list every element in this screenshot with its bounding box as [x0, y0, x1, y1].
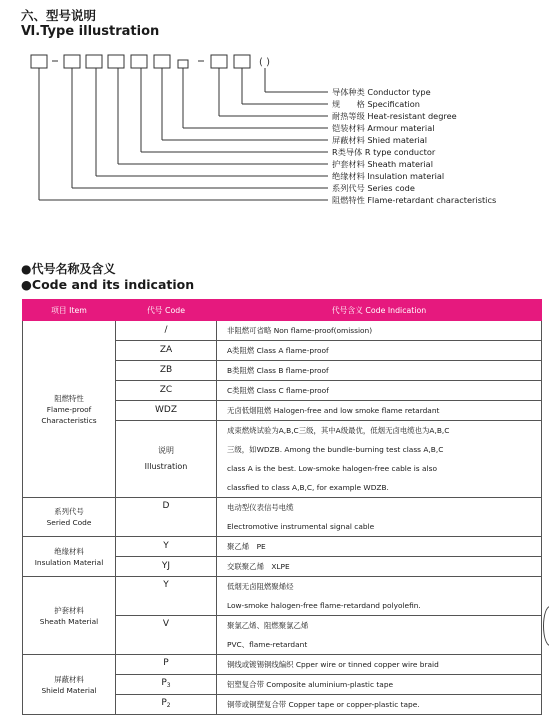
code-cell: V — [116, 616, 217, 655]
sheath-ind-cn: 聚氯乙烯、阻燃聚氯乙烯 — [227, 621, 309, 630]
indication-cell: 无卤低烟阻燃 Halogen-free and low smoke flame retardant — [217, 401, 542, 421]
code-box-4 — [108, 55, 124, 68]
code-cell: YJ — [116, 557, 217, 577]
code-cell — [116, 675, 217, 695]
illustration-en: Illustration — [144, 462, 188, 471]
code-box-2 — [64, 55, 80, 68]
item-sheath — [23, 577, 116, 655]
indication-cell: 铝塑复合带 Composite aluminium-plastic tape — [217, 675, 542, 695]
indication-cell — [217, 577, 542, 616]
label-heat-resistant: 耐热等级 Heat-resistant degree — [332, 111, 457, 121]
code-cell: Y — [116, 577, 217, 616]
code-cell: ZC — [116, 381, 217, 401]
item-shield — [23, 655, 116, 715]
item-insulation-en: Insulation Material — [34, 557, 104, 567]
code-subscript: 3 — [166, 682, 171, 689]
indication-cell — [217, 498, 542, 537]
code-text: P — [161, 698, 167, 708]
item-series — [23, 498, 116, 537]
table-row — [23, 655, 542, 675]
label-r-type: R类导体 R type conductor — [332, 147, 436, 157]
header-item: 项目 Item — [23, 300, 116, 321]
sheath-ind-en: PVC、flame-retardant — [227, 640, 308, 649]
label-conductor-type: 导体种类 Conductor type — [332, 87, 431, 97]
indication-cell: C类阻燃 Class C flame-proof — [217, 381, 542, 401]
label-series: 系列代号 Series code — [332, 183, 415, 193]
code-box-small — [178, 60, 188, 68]
item-flame-cn: 阻燃特性 — [54, 393, 84, 403]
item-sheath-cn: 护套材料 — [54, 605, 84, 615]
series-ind-cn: 电动型仪表信号电缆 — [227, 503, 294, 512]
code-title-en: ●Code and its indication — [21, 277, 195, 292]
code-cell-illustration — [116, 421, 217, 498]
item-shield-en: Shield Material — [41, 685, 97, 695]
code-subscript: 2 — [166, 702, 171, 709]
label-specification: 规 格 Specification — [332, 99, 420, 109]
label-sheath: 护套材料 Sheath material — [332, 159, 433, 169]
label-armour: 铠装材料 Armour material — [332, 123, 435, 133]
note-line: 成束燃烧试验为A,B,C三级，其中A级最优，低烟无卤电缆也为A,B,C — [227, 426, 450, 435]
illustration-note — [217, 421, 542, 498]
indication-cell — [217, 616, 542, 655]
code-text: P — [161, 678, 167, 688]
code-cell — [116, 695, 217, 715]
page-edge-mark — [543, 606, 549, 646]
item-flame — [23, 321, 116, 498]
indication-cell: B类阻燃 Class B flame-proof — [217, 361, 542, 381]
section-title-cn: 六、型号说明 — [21, 8, 97, 23]
code-box-7 — [211, 55, 227, 68]
code-box-8 — [234, 55, 250, 68]
indication-cell: A类阻燃 Class A flame-proof — [217, 341, 542, 361]
code-title-cn: ●代号名称及含义 — [21, 262, 116, 276]
code-cell: D — [116, 498, 217, 537]
code-box-1 — [31, 55, 47, 68]
table-row — [23, 498, 542, 537]
indication-cell: 交联聚乙烯 XLPE — [217, 557, 542, 577]
sheath-ind-cn: 低烟无卤阻燃聚烯烃 — [227, 582, 294, 591]
code-text: P — [163, 658, 169, 668]
indication-cell: 铜带或铜塑复合带 Copper tape or copper-plastic tape. — [217, 695, 542, 715]
table-row — [23, 321, 542, 341]
label-flame: 阻燃特性 Flame-retardant characteristics — [332, 195, 497, 205]
code-box-6 — [154, 55, 170, 68]
item-series-cn: 系列代号 — [54, 507, 84, 516]
sheath-ind-en: Low-smoke halogen-free flame-retardand polyolefin. — [227, 601, 421, 610]
table-header-row — [23, 300, 542, 321]
item-series-en: Seried Code — [46, 518, 92, 527]
item-insulation-cn: 绝缘材料 — [54, 546, 84, 556]
illustration-cn: 说明 — [158, 446, 174, 455]
table-row — [23, 577, 542, 616]
header-code: 代号 Code — [116, 300, 217, 321]
code-cell: / — [116, 321, 217, 341]
label-shield: 屏蔽材料 Shied material — [332, 135, 428, 145]
paren-symbol: ( ) — [259, 57, 270, 68]
code-cell: Y — [116, 537, 217, 557]
header-indication: 代号含义 Code Indication — [217, 300, 542, 321]
code-box-5 — [131, 55, 147, 68]
code-cell — [116, 655, 217, 675]
indication-cell: 聚乙烯 PE — [217, 537, 542, 557]
indication-cell: 铜线或镀锡铜线编织 Cpper wire or tinned copper wire braid — [217, 655, 542, 675]
indication-cell: 非阻燃可省略 Non flame-proof(omission) — [217, 321, 542, 341]
code-table — [22, 299, 542, 715]
table-row — [23, 537, 542, 557]
code-cell: WDZ — [116, 401, 217, 421]
note-line: 三级，如WDZB. Among the bundle-burning test class A,B,C — [227, 445, 444, 454]
code-box-3 — [86, 55, 102, 68]
item-sheath-en: Sheath Material — [39, 616, 99, 626]
series-ind-en: Electromotive instrumental signal cable — [227, 522, 375, 531]
section-title-en: Ⅵ.Type illustration — [21, 24, 160, 39]
note-line: class A is the best. Low-smoke halogen-free cable is also — [227, 464, 437, 473]
item-flame-en1: Flame-proof — [46, 404, 92, 414]
code-cell: ZA — [116, 341, 217, 361]
item-insulation — [23, 537, 116, 577]
type-diagram — [0, 0, 549, 215]
item-flame-en2: Characteristics — [41, 415, 97, 425]
label-insulation: 绝缘材料 Insulation material — [332, 171, 445, 181]
note-line: classfied to class A,B,C, for example WDZB. — [227, 483, 389, 492]
code-cell: ZB — [116, 361, 217, 381]
item-shield-cn: 屏蔽材料 — [54, 674, 84, 684]
